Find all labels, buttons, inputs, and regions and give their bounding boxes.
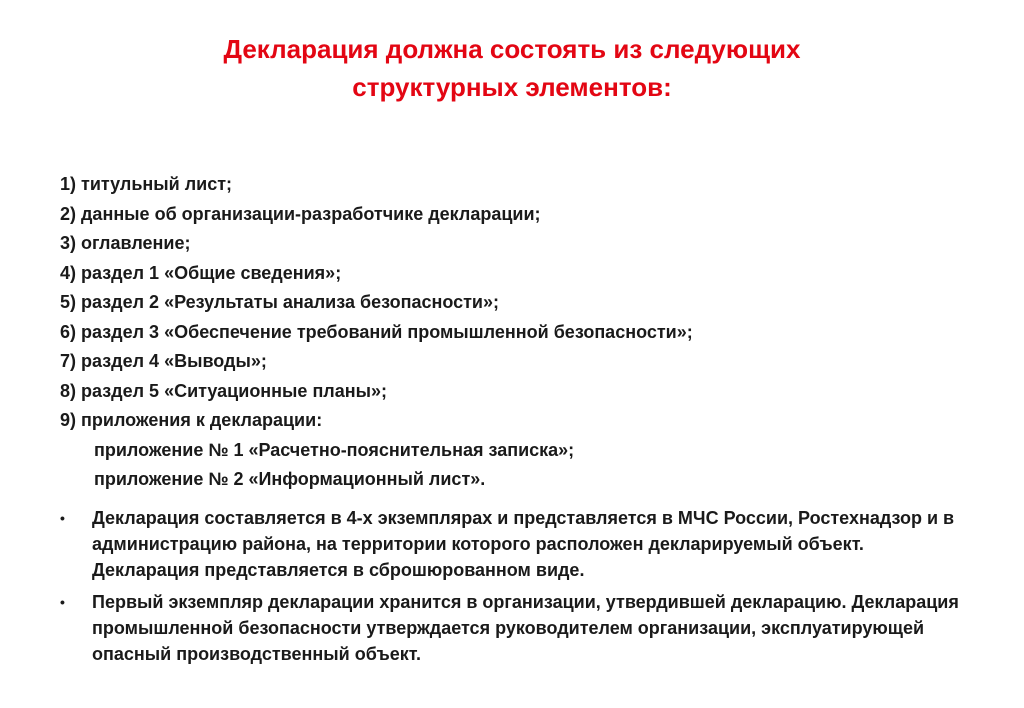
list-item: 7) раздел 4 «Выводы»; [60, 351, 267, 371]
list-item: 2) данные об организации-разработчике декларации; [60, 203, 541, 224]
slide-title-line-2: структурных элементов: [352, 72, 672, 102]
note-item [60, 505, 960, 583]
slide-title [0, 30, 1024, 106]
bullet-icon: • [60, 594, 65, 610]
note-item [60, 589, 960, 667]
notes-list [60, 505, 960, 673]
bullet-icon: • [60, 510, 65, 526]
list-item: 9) приложения к декларации: [60, 410, 323, 430]
list-item: 6) раздел 3 «Обеспечение требований промышленной безопасности»; [60, 321, 693, 342]
list-item: 8) раздел 5 «Ситуационные планы»; [60, 380, 388, 401]
list-item: 1) титульный лист; [60, 174, 233, 194]
sub-list-item: приложение № 1 «Расчетно-пояснительная записка»; [94, 439, 575, 460]
structure-list [60, 170, 980, 495]
sub-list-item: приложение № 2 «Информационный лист». [94, 469, 486, 489]
note-text: Декларация составляется в 4-х экземплярах и представляется в МЧС России, Ростехнадзор и в администрацию района, на территории которого расположен декларируемый объект. Декларация представляется в сброшюрованном виде. [92, 508, 955, 580]
note-text: Первый экземпляр декларации хранится в организации, утвердившей декларацию. Декларация промышленной безопасности утверждается руководителем организации, эксплуатирующей опасный производственный объект. [92, 592, 959, 664]
slide-title-line-1: Декларация должна состоять из следующих [223, 34, 801, 64]
list-item: 4) раздел 1 «Общие сведения»; [60, 262, 342, 283]
list-item: 3) оглавление; [60, 233, 191, 253]
list-item: 5) раздел 2 «Результаты анализа безопасности»; [60, 292, 500, 312]
